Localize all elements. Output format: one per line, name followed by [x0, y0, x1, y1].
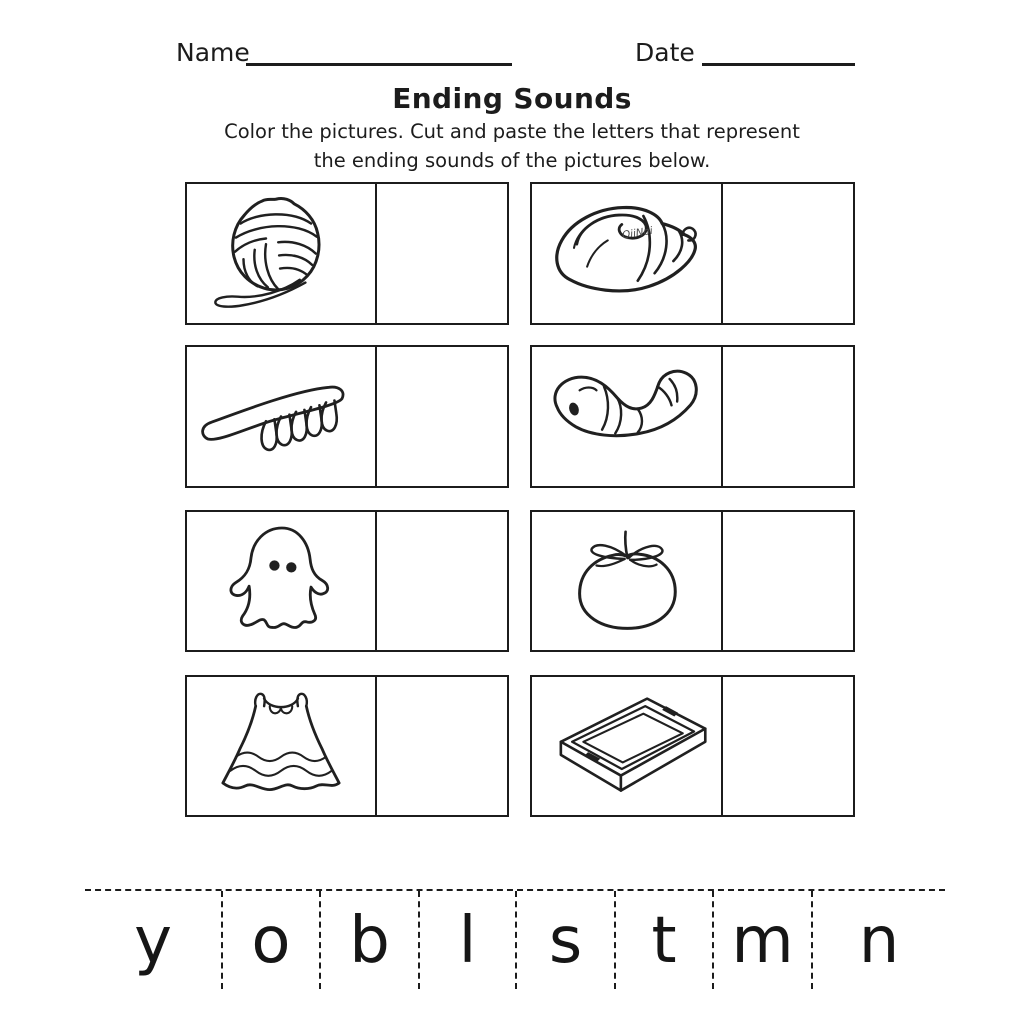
- grid-cell-shell: [530, 182, 855, 325]
- instructions: [0, 118, 1024, 175]
- comb-drawing: [187, 349, 375, 485]
- letter-o: o: [251, 904, 291, 978]
- dress-picture[interactable]: [187, 677, 375, 815]
- ghost-drawing: [187, 513, 375, 649]
- instructions-line1: Color the pictures. Cut and paste the letters that represent: [224, 120, 800, 143]
- worm-drawing: [532, 349, 721, 485]
- page-title: Ending Sounds: [392, 82, 632, 115]
- letter-l: l: [458, 904, 477, 978]
- name-fill-line[interactable]: [246, 63, 512, 66]
- answer-box-tray[interactable]: [721, 677, 853, 815]
- yarn-picture[interactable]: [187, 184, 375, 323]
- letter-s: s: [548, 904, 583, 978]
- grid-cell-comb: [185, 345, 509, 488]
- tray-picture[interactable]: [532, 677, 721, 815]
- worm-picture[interactable]: [532, 347, 721, 486]
- comb-picture[interactable]: [187, 347, 375, 486]
- answer-box-tomato[interactable]: [721, 512, 853, 650]
- letter-tile-t[interactable]: [616, 891, 714, 989]
- answer-box-dress[interactable]: [375, 677, 507, 815]
- answer-box-shell[interactable]: [721, 184, 853, 323]
- letter-n: n: [858, 904, 900, 978]
- date-fill-line[interactable]: [702, 63, 855, 66]
- letter-b: b: [349, 904, 390, 978]
- ghost-picture[interactable]: [187, 512, 375, 650]
- grid-cell-ghost: [185, 510, 509, 652]
- tomato-drawing: [532, 513, 721, 649]
- letter-t: t: [651, 904, 677, 978]
- grid-cell-dress: [185, 675, 509, 817]
- tomato-picture[interactable]: [532, 512, 721, 650]
- shell-drawing: [532, 186, 721, 322]
- grid-cell-tomato: [530, 510, 855, 652]
- letter-strip: [85, 889, 945, 989]
- answer-box-worm[interactable]: [721, 347, 853, 486]
- shell-picture[interactable]: [532, 184, 721, 323]
- letter-tile-m[interactable]: [714, 891, 813, 989]
- letter-m: m: [731, 904, 794, 978]
- date-label: Date: [635, 38, 695, 67]
- grid-cell-yarn: [185, 182, 509, 325]
- shell-watermark: QiiNoi: [621, 224, 654, 241]
- letter-y: y: [134, 904, 172, 978]
- answer-box-comb[interactable]: [375, 347, 507, 486]
- instructions-line2: the ending sounds of the pictures below.: [313, 148, 711, 172]
- name-label: Name: [176, 38, 250, 67]
- letter-tile-y[interactable]: [85, 891, 223, 989]
- letter-tile-l[interactable]: [420, 891, 517, 989]
- tray-drawing: [532, 678, 721, 814]
- answer-box-ghost[interactable]: [375, 512, 507, 650]
- grid-cell-tray: [530, 675, 855, 817]
- letter-tile-b[interactable]: [321, 891, 420, 989]
- grid-cell-worm: [530, 345, 855, 488]
- letter-tile-n[interactable]: [813, 891, 945, 989]
- letter-tile-s[interactable]: [517, 891, 616, 989]
- answer-box-yarn[interactable]: [375, 184, 507, 323]
- yarn-ball-drawing: [187, 186, 375, 322]
- letter-tile-o[interactable]: [223, 891, 321, 989]
- dress-drawing: [187, 678, 375, 814]
